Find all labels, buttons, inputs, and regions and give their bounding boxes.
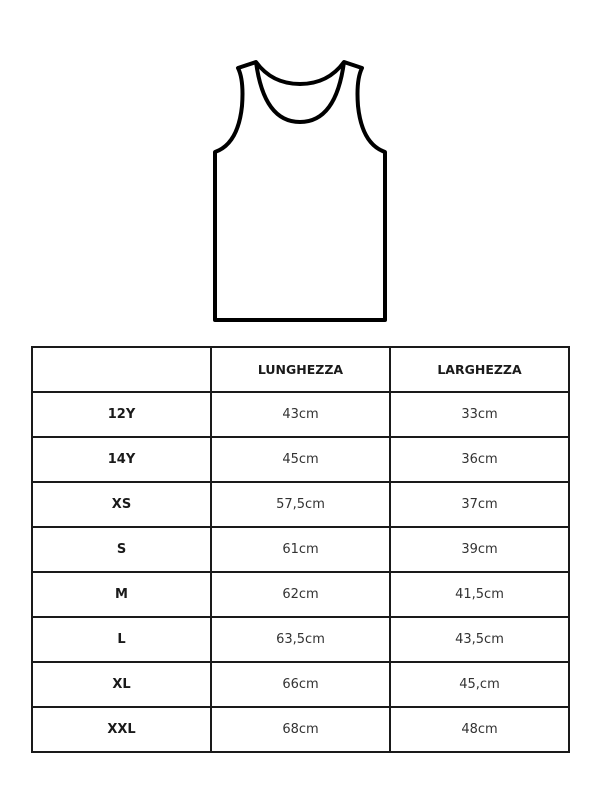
lunghezza-value: 45cm: [211, 437, 390, 482]
table-header-row: [32, 347, 569, 392]
size-label: S: [32, 527, 211, 572]
lunghezza-value: 68cm: [211, 707, 390, 752]
size-label: XS: [32, 482, 211, 527]
size-label: 12Y: [32, 392, 211, 437]
tank-top-icon: [200, 50, 400, 330]
table-row: [32, 527, 569, 572]
size-label: L: [32, 617, 211, 662]
lunghezza-value: 62cm: [211, 572, 390, 617]
lunghezza-value: 63,5cm: [211, 617, 390, 662]
lunghezza-value: 43cm: [211, 392, 390, 437]
table-row: [32, 437, 569, 482]
lunghezza-value: 61cm: [211, 527, 390, 572]
table-row: [32, 572, 569, 617]
larghezza-value: 41,5cm: [390, 572, 569, 617]
larghezza-value: 48cm: [390, 707, 569, 752]
size-label: M: [32, 572, 211, 617]
lunghezza-value: 66cm: [211, 662, 390, 707]
table-row: [32, 617, 569, 662]
larghezza-value: 43,5cm: [390, 617, 569, 662]
header-empty: [32, 347, 211, 392]
table-row: [32, 482, 569, 527]
header-larghezza: LARGHEZZA: [390, 347, 569, 392]
size-label: XL: [32, 662, 211, 707]
larghezza-value: 33cm: [390, 392, 569, 437]
larghezza-value: 39cm: [390, 527, 569, 572]
size-label: XXL: [32, 707, 211, 752]
table-row: [32, 392, 569, 437]
larghezza-value: 36cm: [390, 437, 569, 482]
table-row: [32, 662, 569, 707]
size-chart-table: [31, 346, 570, 753]
lunghezza-value: 57,5cm: [211, 482, 390, 527]
table-row: [32, 707, 569, 752]
larghezza-value: 45,cm: [390, 662, 569, 707]
size-label: 14Y: [32, 437, 211, 482]
header-lunghezza: LUNGHEZZA: [211, 347, 390, 392]
larghezza-value: 37cm: [390, 482, 569, 527]
